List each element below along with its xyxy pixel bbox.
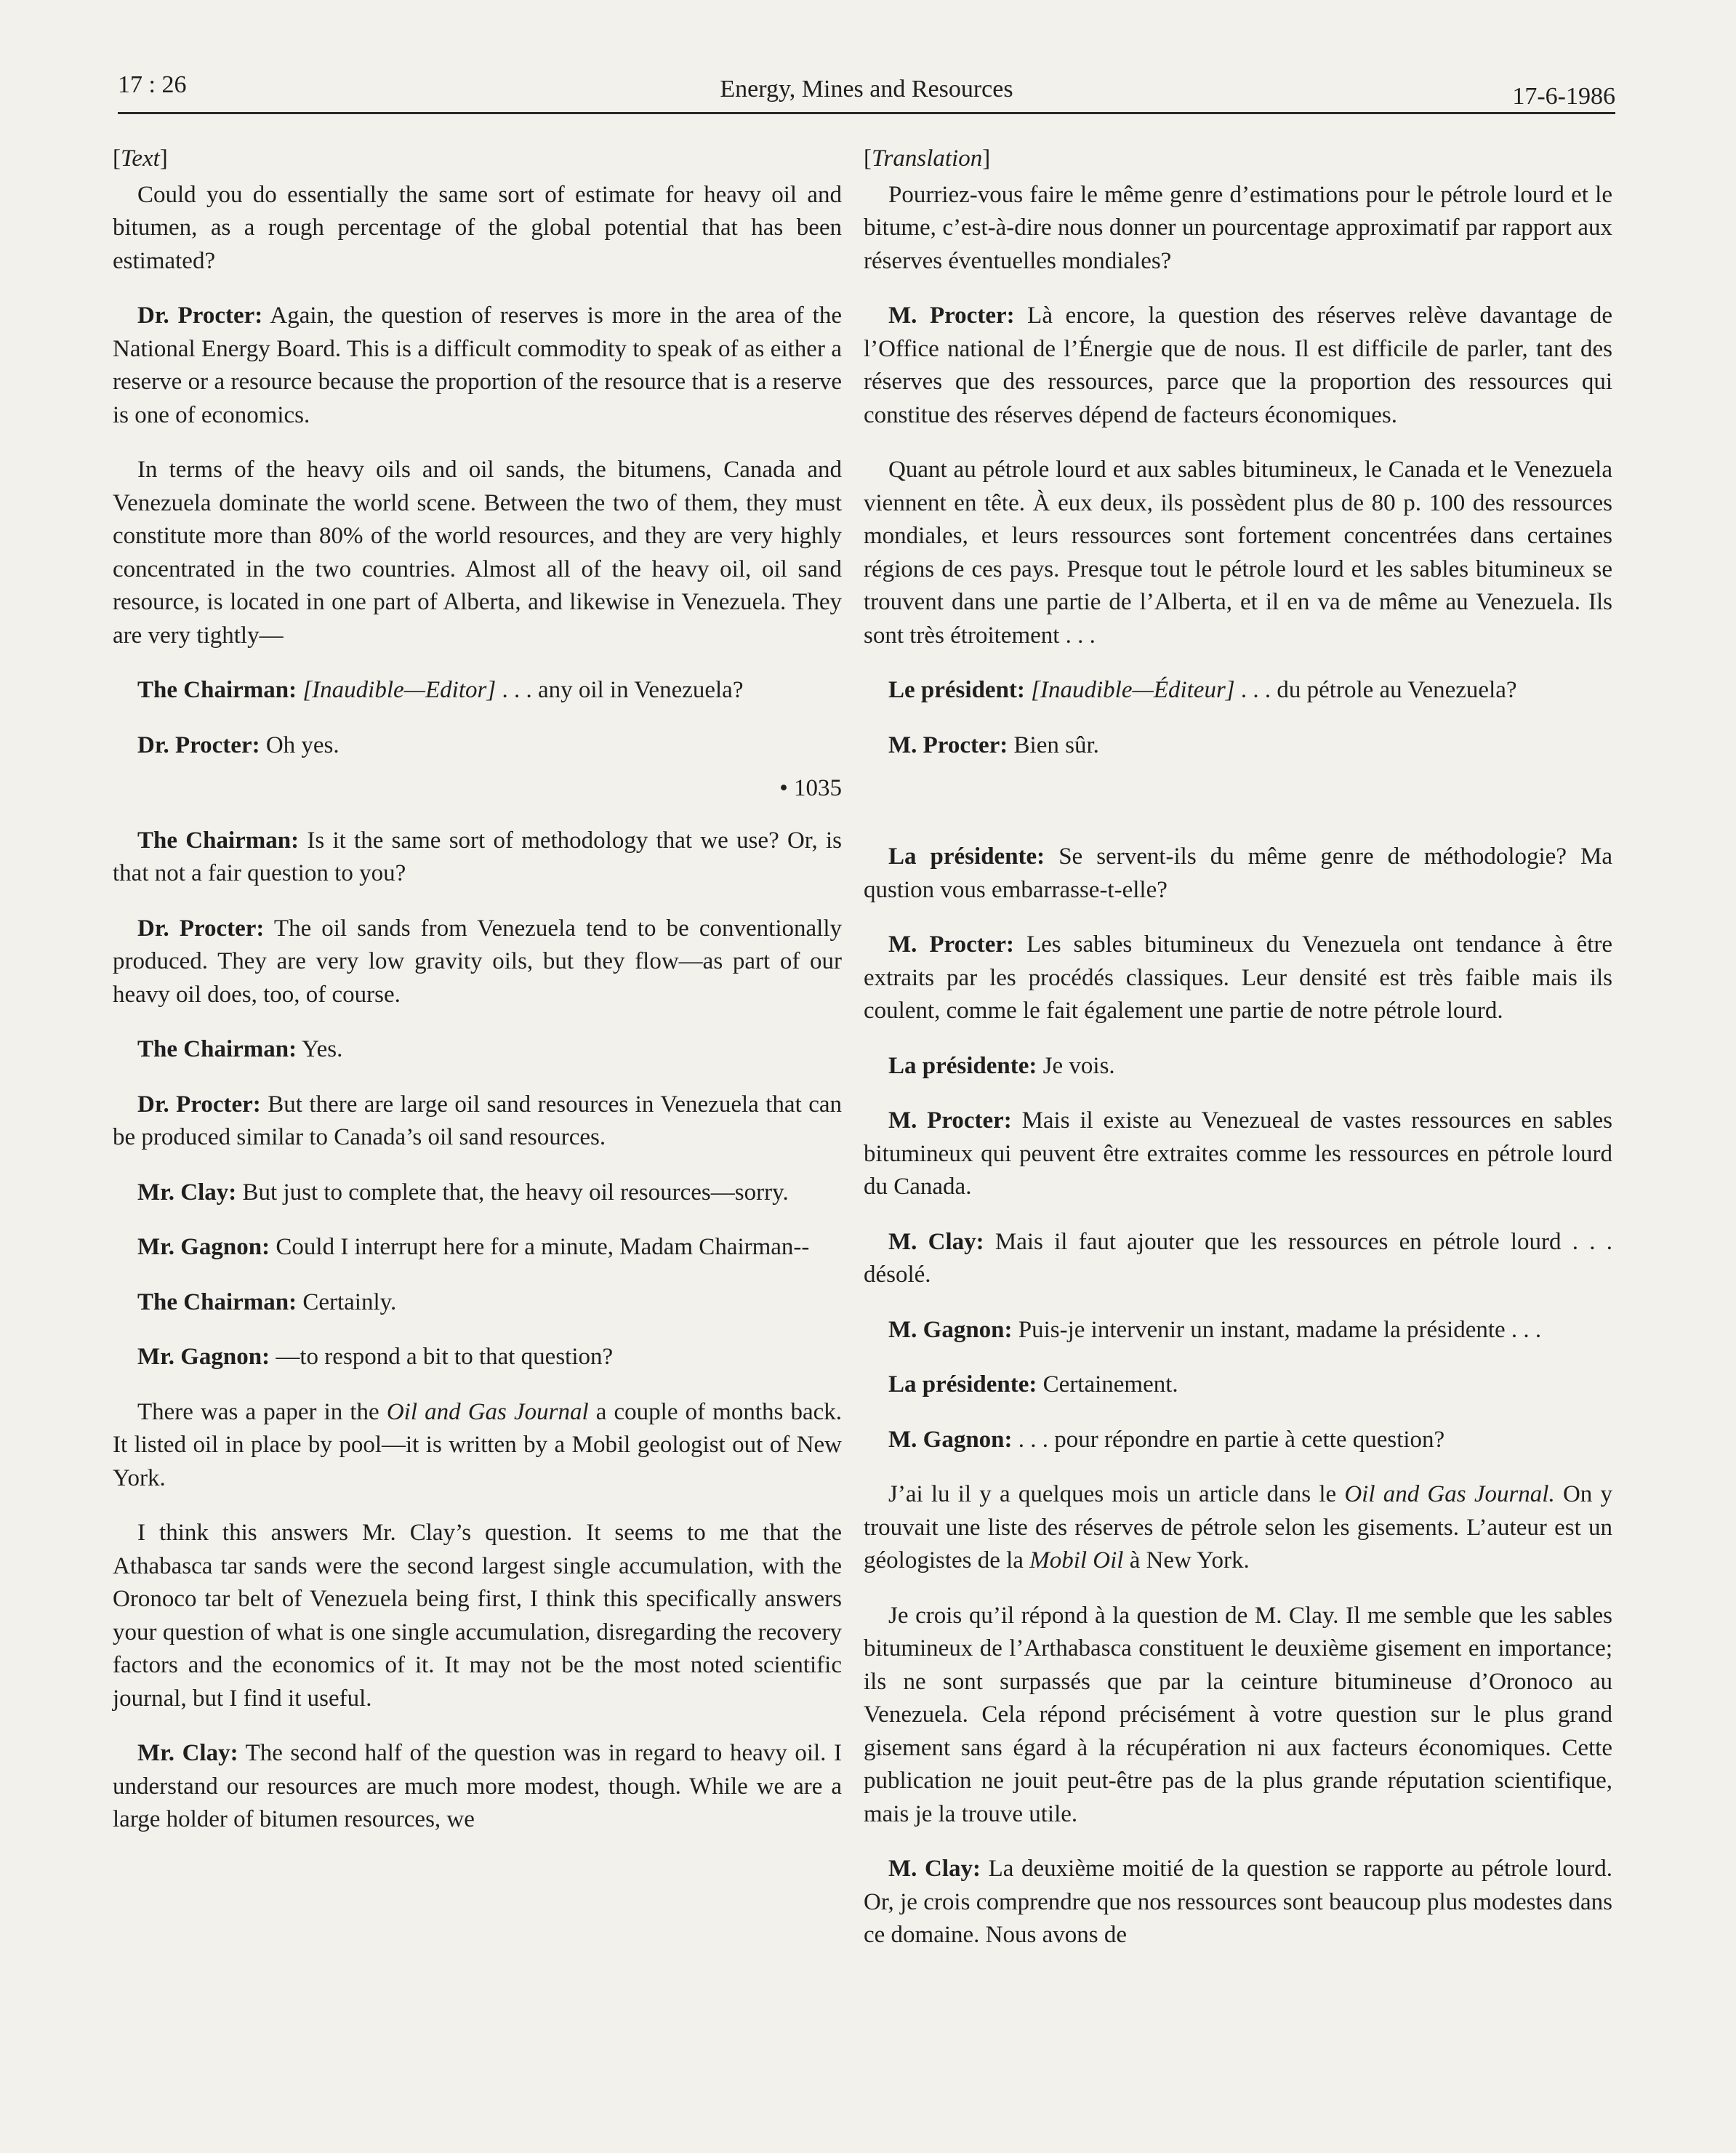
paragraph: The Chairman: Certainly. — [137, 1288, 397, 1315]
paragraph: Pourriez-vous faire le même genre d’estimations pour le pétrole lourd et le bitume, c’est-à-dire nous donner un pourcentage approximatif par rapport aux réserves éventuelles mondiales? — [864, 181, 1612, 274]
speaker-name: M. Procter: — [888, 302, 1015, 329]
paragraph: There was a paper in the Oil and Gas Journal a couple of months back. It listed oil in place by pool—it is written by a Mobil geologist out of New York. — [113, 1398, 842, 1491]
paragraph: Could you do essentially the same sort of estimate for heavy oil and bitumen, as a rough percentage of the global potential that has been estimated? — [113, 181, 842, 274]
paragraph: Dr. Procter: But there are large oil sand resources in Venezuela that can be produced similar to Canada’s oil sand resources. — [113, 1091, 842, 1150]
speaker-name: The Chairman: — [137, 827, 300, 854]
paragraph: Dr. Procter: Oh yes. — [137, 731, 339, 758]
speaker-name: Mr. Clay: — [137, 1179, 237, 1206]
speaker-name: Mr. Clay: — [137, 1740, 238, 1766]
paragraph: Mr. Gagnon: Could I interrupt here for a minute, Madam Chairman-- — [137, 1234, 810, 1260]
paragraph: The Chairman: Is it the same sort of methodology that we use? Or, is that not a fair question to you? — [113, 827, 842, 886]
paragraph: I think this answers Mr. Clay’s question. It seems to me that the Athabasca tar sands were the second largest single accumulation, with the Oronoco tar belt of Venezuela being first, I think this specifically answers your question of what is one single accumulation, disregarding the recovery factors and the economics of it. It may not be the most noted scientific journal, but I find it useful. — [113, 1520, 842, 1712]
paragraph: M. Procter: Mais il existe au Venezueal de vastes ressources en sables bitumineux qui peuvent être extraites comme les ressources en pétrole lourd du Canada. — [864, 1107, 1612, 1200]
french-column — [864, 143, 1612, 1974]
speaker-name: M. Gagnon: — [888, 1426, 1013, 1453]
speaker-name: La présidente: — [888, 843, 1045, 870]
paragraph: M. Clay: La deuxième moitié de la question se rapporte au pétrole lourd. Or, je crois comprendre que nos ressources sont beaucoup plus modestes dans ce domaine. Nous avons de — [864, 1856, 1612, 1948]
header-date: 17-6-1986 — [1512, 83, 1615, 110]
speaker-name: The Chairman: — [137, 1288, 297, 1315]
paragraph: Quant au pétrole lourd et aux sables bitumineux, le Canada et le Venezuela viennent en tête. À eux deux, ils possèdent plus de 80 p. 100 des ressources mondiales, et leurs ressources sont fortement concentrées dans certaines régions de ces pays. Presque tout le pétrole lourd et les sables bitumineux se trouvent dans une partie de l’Alberta, et il en va de même au Venezuela. Ils sont très étroitement . . . — [864, 457, 1612, 649]
speaker-name: M. Clay: — [888, 1228, 984, 1255]
speaker-name: Mr. Gagnon: — [137, 1234, 270, 1260]
speaker-name: The Chairman: — [137, 1036, 297, 1062]
speaker-name: M. Procter: — [888, 731, 1008, 758]
paragraph: La présidente: Se servent-ils du même genre de méthodologie? Ma qustion vous embarrasse-t-elle? — [864, 843, 1612, 903]
paragraph: La présidente: Certainement. — [888, 1371, 1178, 1398]
paragraph: Le président: [Inaudible—Éditeur] . . . du pétrole au Venezuela? — [888, 677, 1517, 703]
speaker-name: M. Gagnon: — [888, 1316, 1013, 1343]
speaker-name: La présidente: — [888, 1052, 1037, 1079]
time-marker: • 1035 — [779, 775, 842, 801]
speaker-name: Le président: — [888, 677, 1025, 703]
text-tag: [Text] — [113, 145, 168, 172]
paragraph: Mr. Clay: But just to complete that, the heavy oil resources—sorry. — [137, 1179, 789, 1206]
speaker-name: La présidente: — [888, 1371, 1037, 1398]
paragraph: Dr. Procter: The oil sands from Venezuela tend to be conventionally produced. They are very low gravity oils, but they flow—as part of our heavy oil does, too, of course. — [113, 915, 842, 1008]
english-column — [113, 143, 842, 1859]
speaker-name: Dr. Procter: — [137, 1091, 261, 1118]
publication-title: Energy, Mines and Resources — [720, 76, 1013, 103]
paragraph: M. Clay: Mais il faut ajouter que les ressources en pétrole lourd . . . désolé. — [864, 1228, 1613, 1288]
running-header — [118, 67, 1615, 114]
speaker-name: M. Procter: — [888, 1107, 1012, 1134]
paragraph: M. Gagnon: . . . pour répondre en partie à cette question? — [888, 1426, 1445, 1453]
speaker-name: Dr. Procter: — [137, 731, 260, 758]
speaker-name: Mr. Gagnon: — [137, 1344, 270, 1370]
paragraph: J’ai lu il y a quelques mois un article dans le Oil and Gas Journal. On y trouvait une liste des réserves de pétrole selon les gisements. L’auteur est un géologistes de la Mobil Oil à New York. — [864, 1481, 1612, 1573]
paragraph: Dr. Procter: Again, the question of reserves is more in the area of the National Energy Board. This is a difficult commodity to speak of as either a reserve or a resource because the proportion of the resource that is a reserve is one of economics. — [113, 302, 842, 428]
speaker-name: Dr. Procter: — [137, 915, 265, 942]
paragraph: M. Procter: Les sables bitumineux du Venezuela ont tendance à être extraits par les procédés classiques. Leur densité est très faible mais ils coulent, comme le fait également une partie de notre pétrole lourd. — [864, 931, 1612, 1024]
speaker-name: M. Procter: — [888, 931, 1015, 958]
paragraph: M. Gagnon: Puis-je intervenir un instant, madame la présidente . . . — [888, 1316, 1542, 1343]
translation-tag: [Translation] — [864, 145, 991, 172]
speaker-name: The Chairman: — [137, 677, 297, 703]
paragraph: The Chairman: Yes. — [137, 1036, 343, 1062]
speaker-name: M. Clay: — [888, 1856, 981, 1882]
speaker-name: Dr. Procter: — [137, 302, 263, 329]
paragraph: La présidente: Je vois. — [888, 1052, 1115, 1079]
paragraph: Je crois qu’il répond à la question de M. Clay. Il me semble que les sables bitumineux de l’Arthabasca constituent le deuxième gisement en importance; ils ne sont surpassés que par la ceinture bitumineuse d’Oronoco au Venezuela. Cela répond précisément à votre question sur le plus grand gisement sans égard à la récupération ni aux facteurs économiques. Cette publication ne jouit peut-être pas de la plus grande réputation scientifique, mais je la trouve utile. — [864, 1602, 1612, 1827]
page-number: 17 : 26 — [118, 71, 187, 98]
paragraph: Mr. Gagnon: —to respond a bit to that question? — [137, 1344, 614, 1370]
paragraph: M. Procter: Bien sûr. — [888, 731, 1099, 758]
paragraph: Mr. Clay: The second half of the question was in regard to heavy oil. I understand our resources are much more modest, though. While we are a large holder of bitumen resources, we — [113, 1740, 842, 1832]
paragraph: The Chairman: [Inaudible—Editor] . . . any oil in Venezuela? — [137, 677, 744, 703]
paragraph: M. Procter: Là encore, la question des réserves relève davantage de l’Office national de l’Énergie que de nous. Il est difficile de parler, tant des réserves que des ressources, parce que la proportion des ressources qui constitue des réserves dépend de facteurs économiques. — [864, 302, 1612, 428]
paragraph: In terms of the heavy oils and oil sands, the bitumens, Canada and Venezuela dominate the world scene. Between the two of them, they must constitute more than 80% of the world resources, and they are very highly concentrated in the two countries. Almost all of the heavy oil, oil sand resource, is located in one part of Alberta, and likewise in Venezuela. They are very tightly— — [113, 457, 842, 649]
